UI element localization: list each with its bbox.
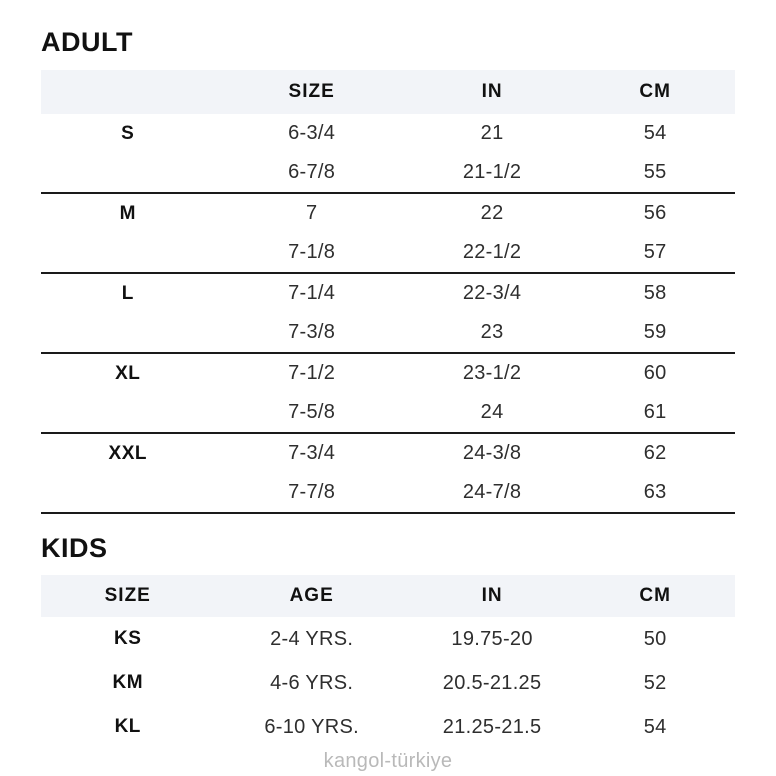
size-label-xxl: XXL [108,442,147,464]
cell-cm: 55 [643,161,667,183]
cell-cm: 54 [643,715,667,738]
cell-size: 6-3/4 [288,122,336,144]
kids-section-title: KIDS [41,533,108,563]
cell-cm: 60 [643,362,667,384]
cell-size: 7-7/8 [288,481,336,503]
table-row [41,313,735,352]
cell-in: 23-1/2 [462,362,522,384]
cell-size: 7-1/4 [288,282,336,304]
kids-header-in: IN [481,585,503,606]
cell-in: 20.5-21.25 [442,671,542,694]
size-label-s: S [121,122,135,144]
cell-in: 24-7/8 [462,481,522,503]
cell-cm: 54 [643,122,667,144]
adult-size-table [41,70,735,514]
adult-table-header-row [41,70,735,114]
cell-cm: 58 [643,282,667,304]
cell-size: 7-1/2 [288,362,336,384]
table-row [41,617,735,661]
adult-size-group-l [41,274,735,354]
table-row [41,434,735,473]
table-row [41,153,735,192]
size-label-m: M [119,202,136,224]
table-row [41,233,735,272]
cell-size: 7 [305,202,318,224]
table-row [41,114,735,153]
cell-cm: 52 [643,671,667,694]
cell-cm: 57 [643,241,667,263]
kids-table-header-row [41,575,735,617]
cell-size: 7-3/4 [288,442,336,464]
adult-size-group-xxl [41,434,735,514]
cell-cm: 56 [643,202,667,224]
table-row [41,393,735,432]
cell-in: 19.75-20 [451,627,533,650]
cell-in: 21-1/2 [462,161,522,183]
cell-cm: 61 [643,401,667,423]
size-label-kl: KL [114,716,141,737]
cell-size: 7-5/8 [288,401,336,423]
cell-cm: 50 [643,627,667,650]
adult-size-group-m [41,194,735,274]
table-row [41,194,735,233]
cell-in: 22 [480,202,504,224]
cell-age: 4-6 YRS. [270,671,354,694]
cell-in: 21 [480,122,504,144]
cell-size: 6-7/8 [288,161,336,183]
size-label-l: L [121,282,134,304]
kids-header-size: SIZE [104,585,151,606]
table-row [41,705,735,749]
size-label-xl: XL [115,362,141,384]
cell-size: 7-1/8 [288,241,336,263]
adult-size-group-xl [41,354,735,434]
adult-header-in: IN [481,81,503,102]
cell-age: 6-10 YRS. [264,715,359,738]
cell-in: 23 [480,321,504,343]
cell-in: 24 [480,401,504,423]
kids-size-table [41,575,735,749]
cell-in: 24-3/8 [462,442,522,464]
cell-in: 22-3/4 [462,282,522,304]
kids-header-age: AGE [289,585,334,606]
table-row [41,274,735,313]
adult-size-group-s [41,114,735,194]
brand-watermark: kangol-türkiye [323,750,453,772]
table-row [41,473,735,512]
kids-header-cm: CM [639,585,671,606]
cell-in: 21.25-21.5 [442,715,542,738]
cell-cm: 62 [643,442,667,464]
cell-in: 22-1/2 [462,241,522,263]
adult-header-cm: CM [639,81,671,102]
table-row [41,661,735,705]
adult-header-size: SIZE [288,81,335,102]
table-row [41,354,735,393]
size-label-km: KM [112,672,144,693]
cell-size: 7-3/8 [288,321,336,343]
cell-cm: 59 [643,321,667,343]
adult-section-title: ADULT [41,27,133,57]
cell-cm: 63 [643,481,667,503]
cell-age: 2-4 YRS. [270,627,354,650]
size-label-ks: KS [114,628,142,649]
